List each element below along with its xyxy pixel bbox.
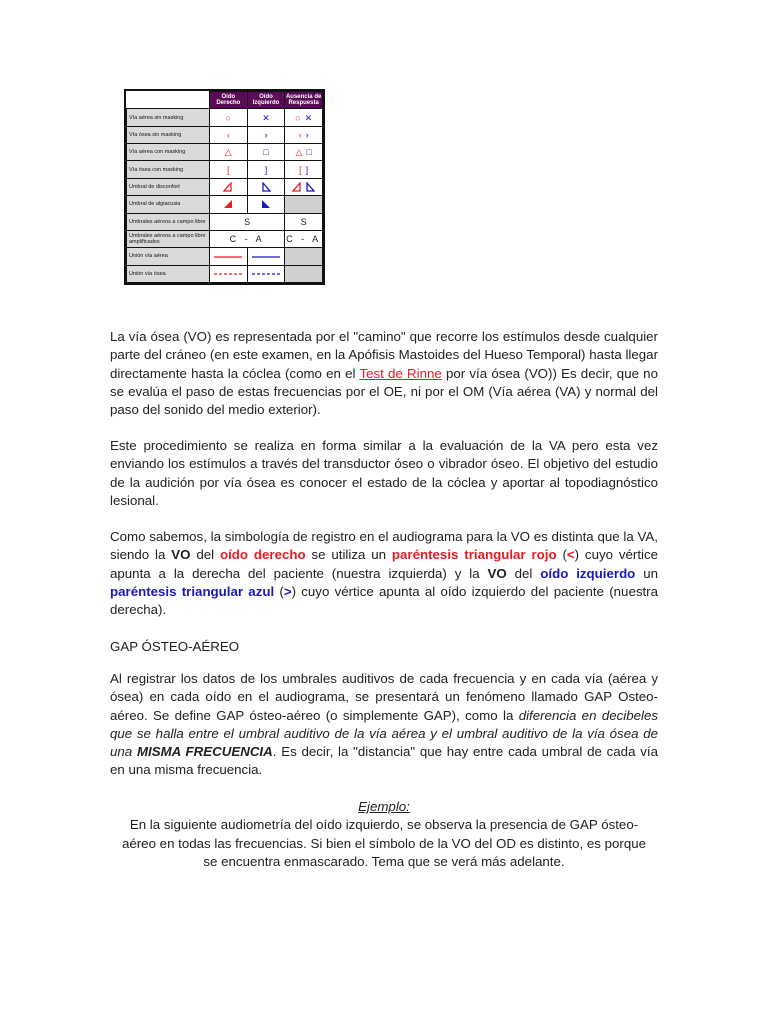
text: se utiliza un bbox=[305, 547, 392, 563]
row-label: Vía aérea con masking bbox=[127, 144, 210, 161]
empty-cell bbox=[285, 265, 323, 282]
row-label: Unión vía aérea bbox=[127, 248, 210, 265]
text: Este procedimiento se realiza en forma similar a la evaluación de la VA pero esta vez enviando los estímulos a través del transductor óseo o vibrador óseo. El objetivo del estudio de la audición por vía ósea es conocer el estado de la cóclea y aportar al topodiagnóstico lesional. bbox=[110, 438, 658, 508]
header-left-ear: Oído Izquierdo bbox=[247, 92, 285, 109]
cross-icon: ✕ bbox=[247, 109, 285, 126]
discomfort-left-icon bbox=[247, 178, 285, 195]
table-row bbox=[127, 230, 323, 247]
table-row bbox=[127, 196, 323, 213]
square-icon: □ bbox=[247, 144, 285, 161]
example-block bbox=[110, 798, 658, 871]
row-label: Unión vía ósea bbox=[127, 265, 210, 282]
row-label: Umbral de algiacusia bbox=[127, 196, 210, 213]
example-title: Ejemplo: bbox=[358, 799, 410, 814]
row-label: Vía ósea con masking bbox=[127, 161, 210, 178]
text: ( bbox=[274, 583, 284, 599]
right-angle-bracket-icon: › bbox=[247, 126, 285, 143]
table-corner bbox=[127, 92, 210, 109]
section-heading bbox=[110, 638, 658, 656]
red-bracket-term: paréntesis triangular rojo bbox=[391, 547, 557, 563]
discomfort-right-icon bbox=[210, 178, 248, 195]
no-response-bone-icon: ‹ › bbox=[285, 126, 323, 143]
no-response-discomfort-icon bbox=[285, 178, 323, 195]
right-square-bracket-icon: ] bbox=[247, 161, 285, 178]
audiogram-symbol-table bbox=[124, 89, 325, 285]
greater-than-symbol: > bbox=[283, 583, 292, 599]
row-label: Umbrales aéreos a campo libre amplificados bbox=[127, 230, 210, 247]
bone-join-left-line bbox=[247, 265, 285, 282]
text: Al registrar los datos de los umbrales auditivos de cada frecuencia y en cada vía (aérea y ósea) en cada oído en el audiograma, se presentará un fenómeno llamado GAP Osteo-aéreo. Se define GAP ósteo-aéreo (o simplemente GAP), como la bbox=[110, 671, 658, 723]
no-response-air-icon: ○ ✕ bbox=[285, 109, 323, 126]
air-join-left-line bbox=[247, 248, 285, 265]
table-row bbox=[127, 248, 323, 265]
triangle-icon: △ bbox=[210, 144, 248, 161]
left-square-bracket-icon: [ bbox=[210, 161, 248, 178]
circle-icon: ○ bbox=[210, 109, 248, 126]
text: La vía ósea (VO) es representada por el "camino" que recorre los estímulos desde cualquier parte del cráneo (en este examen, en la Apófisis Mastoides del Hueso Temporal) hasta llegar directamente hasta la cóclea (como en el bbox=[110, 329, 658, 381]
row-label: Umbral de disconfort bbox=[127, 178, 210, 195]
table-row bbox=[127, 161, 323, 178]
test-de-rinne-link[interactable]: Test de Rinne bbox=[359, 365, 442, 381]
emphasis-vo: VO bbox=[487, 565, 507, 581]
text: ) cuyo vértice apunta a la derecha del paciente (nuestra izquierda) y la bbox=[110, 547, 659, 581]
air-join-right-line bbox=[210, 248, 248, 265]
text: . Es decir, la "distancia" que hay entre cada umbral de cada vía en una misma frecuencia. bbox=[110, 744, 658, 778]
paragraph-gap bbox=[110, 670, 658, 780]
less-than-symbol: < bbox=[566, 547, 575, 563]
free-field-no-response bbox=[285, 213, 323, 230]
empty-cell bbox=[285, 196, 323, 213]
heading-text: GAP ÓSTEO-AÉREO bbox=[110, 639, 240, 654]
table-row bbox=[127, 109, 323, 126]
italic-text: diferencia en decibeles que se halla entre el umbral auditivo de la vía aérea y el umbral auditivo de la vía ósea de una bbox=[110, 707, 658, 760]
paragraph-bone-conduction bbox=[110, 328, 658, 419]
no-response-masked-air-icon: △ □ bbox=[285, 144, 323, 161]
text: ) cuyo vértice apunta al oído izquierdo del paciente (nuestra derecha). bbox=[110, 583, 659, 618]
free-field-no-response-symbol: S bbox=[300, 216, 307, 227]
text: por vía ósea (VO)) Es decir, que no se evalúa el paso de estas frecuencias por el OE, ni por el OM (Vía aérea (VA) y normal del paso del sonido del medio exterior). bbox=[110, 365, 658, 418]
amplified-symbol: C - A bbox=[210, 230, 285, 247]
row-label: Vía aérea sin masking bbox=[127, 109, 210, 126]
row-label: Vía ósea sin masking bbox=[127, 126, 210, 143]
left-ear-term: oído izquierdo bbox=[540, 565, 636, 581]
pain-left-icon bbox=[247, 196, 285, 213]
table-row bbox=[127, 126, 323, 143]
right-ear-term: oído derecho bbox=[219, 547, 306, 563]
pain-right-icon bbox=[210, 196, 248, 213]
table-row bbox=[127, 178, 323, 195]
bold-italic-text: MISMA FRECUENCIA bbox=[136, 744, 273, 760]
header-no-response: Ausencia de Respuesta bbox=[285, 92, 323, 109]
no-response-masked-bone-icon: [ ] bbox=[285, 161, 323, 178]
paragraph-procedure bbox=[110, 437, 658, 510]
text: del bbox=[506, 565, 541, 581]
text: Como sabemos, la simbología de registro en el audiograma para la VO es distinta que la VA, siendo la bbox=[110, 529, 658, 563]
paragraph-symbology bbox=[110, 528, 658, 619]
left-angle-bracket-icon: ‹ bbox=[210, 126, 248, 143]
table-row bbox=[127, 144, 323, 161]
amplified-no-response-symbol: C - A bbox=[285, 230, 323, 247]
text: un bbox=[635, 565, 658, 581]
table-row bbox=[127, 265, 323, 282]
text: ( bbox=[556, 547, 567, 563]
free-field-symbol: S bbox=[210, 213, 285, 230]
text: del bbox=[190, 547, 220, 563]
bone-join-right-line bbox=[210, 265, 248, 282]
blue-bracket-term: paréntesis triangular azul bbox=[110, 583, 275, 599]
emphasis-vo: VO bbox=[171, 547, 191, 563]
table-row bbox=[127, 213, 323, 230]
row-label: Umbrales aéreos a campo libre bbox=[127, 213, 210, 230]
empty-cell bbox=[285, 248, 323, 265]
header-right-ear: Oído Derecho bbox=[210, 92, 248, 109]
example-text: En la siguiente audiometría del oído izquierdo, se observa la presencia de GAP ósteo-aéreo en todas las frecuencias. Si bien el símbolo de la VO del OD es distinto, es porque se encuentra enmascarado. Tema que se verá más adelante. bbox=[121, 817, 647, 869]
